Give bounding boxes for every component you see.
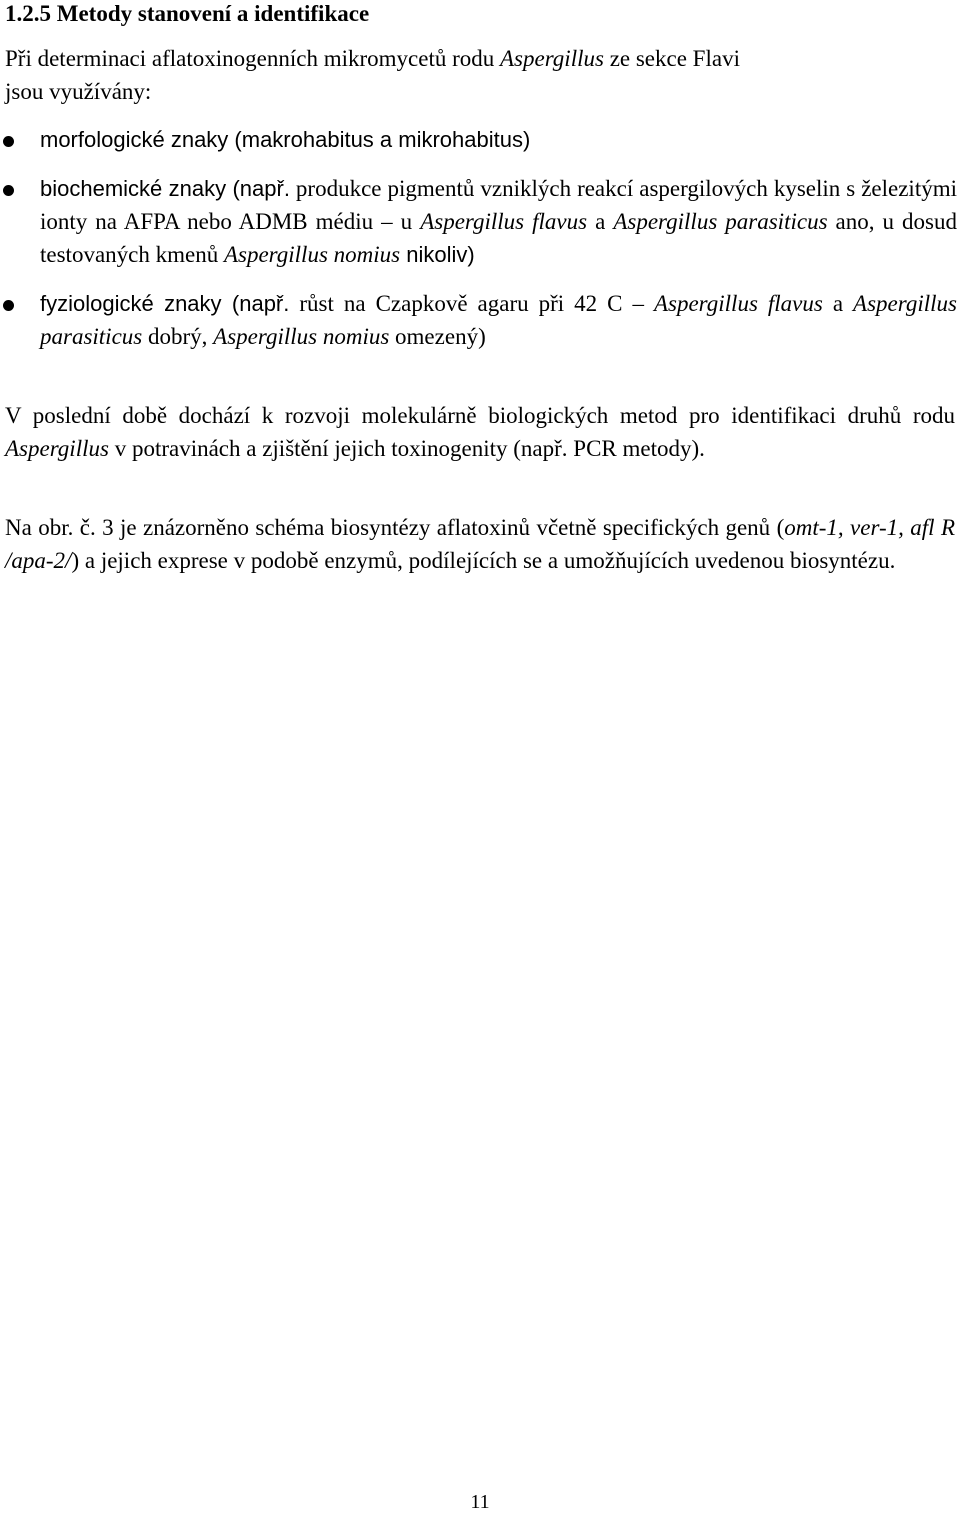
species-name: Aspergillus flavus [420,209,588,234]
figure-ref-text-2: ) a jejich exprese v podobě enzymů, podílejících se a umožňujících uvedenou biosyntézu. [71,548,896,573]
list-item-text: ano, u dosud testovaných kmenů [40,209,957,267]
list-item-text: omezený) [389,324,486,349]
gene-names: omt-1, ver-1, afl R /apa-2/ [5,515,955,573]
species-name: Aspergillus nomius [213,324,390,349]
section-title: Metody stanovení a identifikace [56,1,370,26]
species-name: Aspergillus nomius [223,242,401,267]
list-item-text: biochemické znaky (např. [40,176,290,201]
list-item-text: dobrý, [142,324,214,349]
intro-text-1: Při determinaci aflatoxinogenních mikromycetů rodu [5,46,500,71]
criteria-list [0,123,960,353]
section-heading [5,0,955,30]
methods-text-2: v potravinách a zjištění jejich toxinogenity (např. PCR metody). [108,436,705,461]
methods-genus: Aspergillus [5,436,109,461]
methods-text-1: V poslední době dochází k rozvoji molekulárně biologických metod pro identifikaci druhů rodu [5,403,955,428]
list-item-text: morfologické znaky (makrohabitus a mikrohabitus) [40,127,531,152]
list-item-biochemical [0,172,957,271]
list-item-text: a [822,291,854,316]
list-item-text: a [587,209,614,234]
list-item-text: fyziologické znaky (např. [40,291,290,316]
list-item-text: růst na Czapkově agaru při 42 C – [289,291,654,316]
bullet-icon [3,185,14,196]
section-number: 1.2.5 [5,1,51,26]
bullet-icon [3,136,14,147]
species-name: Aspergillus flavus [653,291,823,316]
species-name: Aspergillus parasiticus [40,291,957,349]
methods-paragraph [5,399,955,465]
list-item-text: nikoliv) [400,242,475,267]
figure-reference-paragraph [5,511,955,577]
list-item-text: produkce pigmentů vzniklých reakcí aspergilových kyselin s železitými ionty na AFPA nebo ADMB médiu – u [40,176,957,234]
page-number: 11 [470,1491,490,1513]
intro-genus: Aspergillus [500,46,604,71]
bullet-icon [3,300,14,311]
intro-text-2: ze sekce Flavi [603,46,740,71]
intro-paragraph [5,42,955,108]
list-item-physiological [0,287,957,353]
list-item-morphological [0,123,957,156]
intro-text-3: jsou využívány: [5,79,152,104]
figure-ref-text-1: Na obr. č. 3 je znázorněno schéma biosyntézy aflatoxinů včetně specifických genů ( [5,515,785,540]
species-name: Aspergillus parasiticus [613,209,828,234]
